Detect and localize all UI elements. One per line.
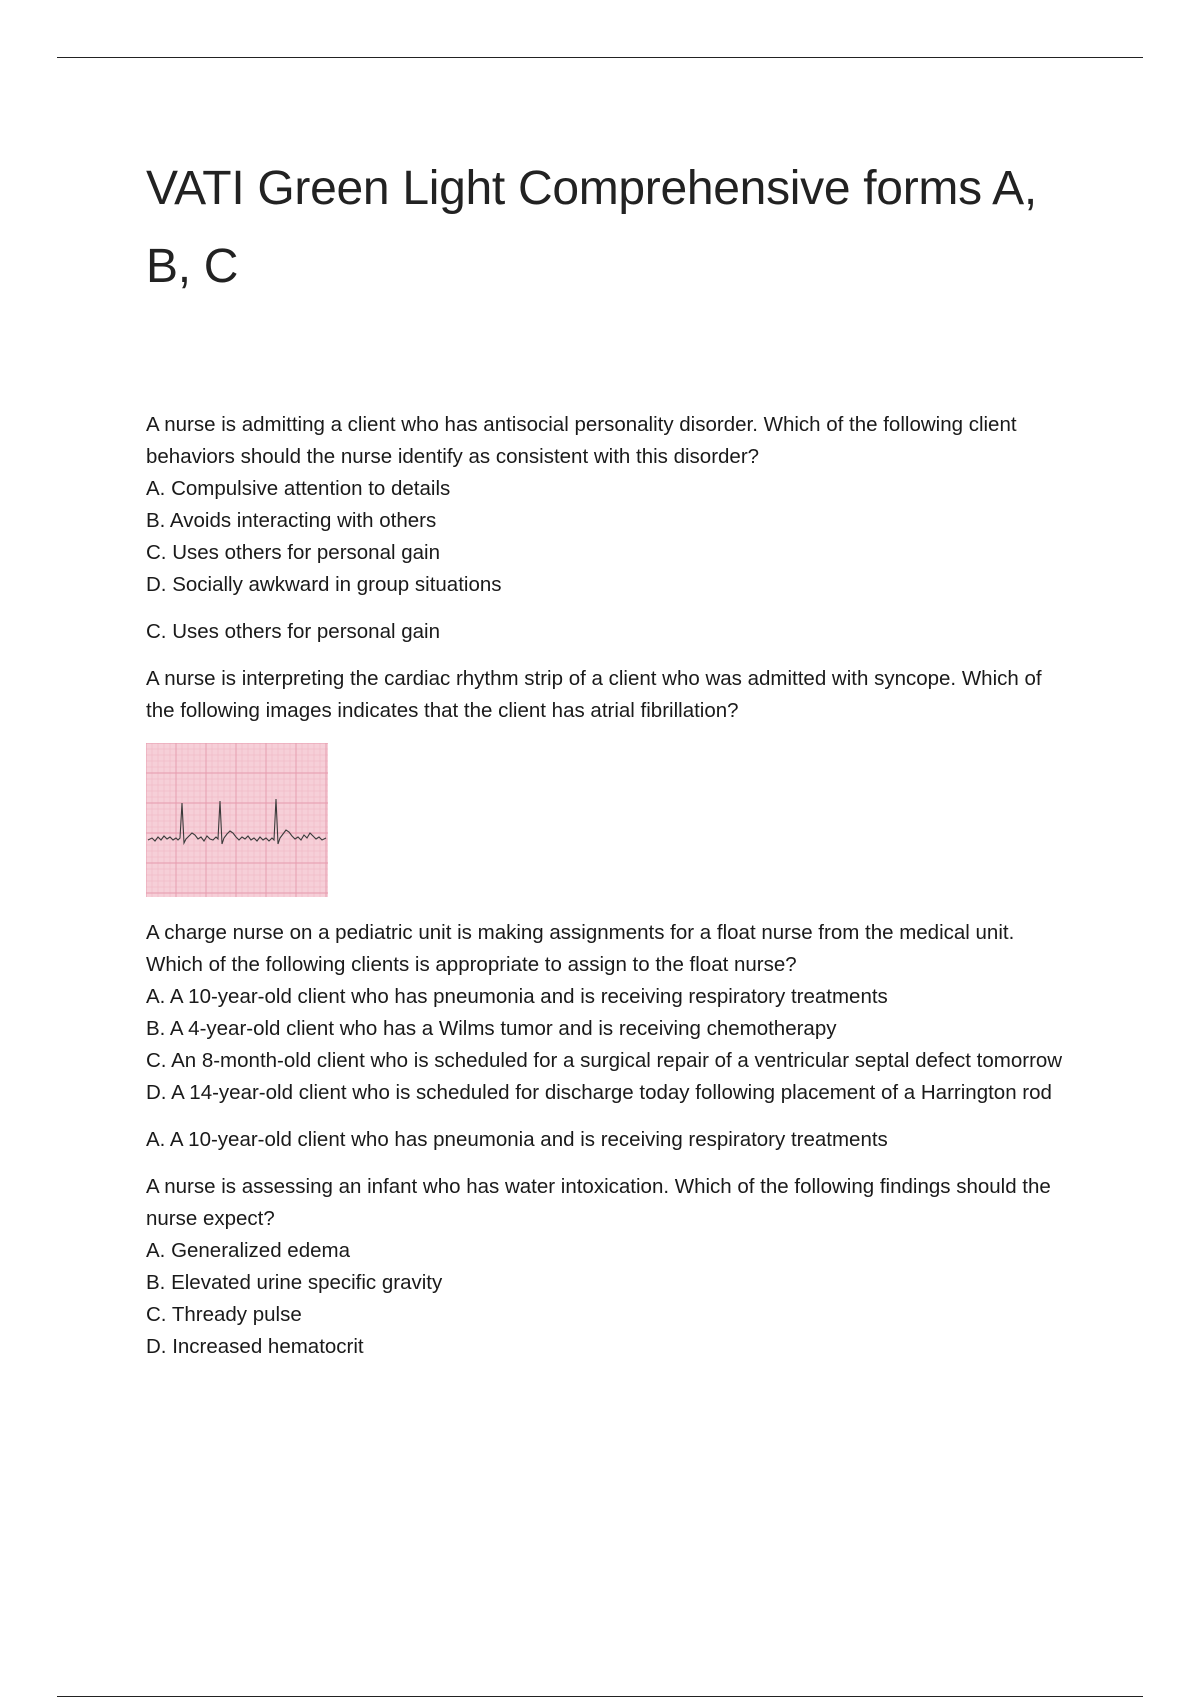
question-stem: A charge nurse on a pediatric unit is making assignments for a float nurse from the medical unit. Which of the following clients is appropriate to assign to the float nurse? — [146, 921, 1015, 976]
question-stem: A nurse is interpreting the cardiac rhythm strip of a client who was admitted with syncope. Which of the following images indicates that the client has atrial fibrillation? — [146, 667, 1042, 722]
option-d: D. A 14-year-old client who is scheduled for discharge today following placement of a Harrington rod — [146, 1081, 1052, 1104]
option-b: B. A 4-year-old client who has a Wilms tumor and is receiving chemotherapy — [146, 1017, 837, 1040]
option-c: C. An 8-month-old client who is scheduled for a surgical repair of a ventricular septal defect tomorrow — [146, 1049, 1063, 1072]
option-a: A. Generalized edema — [146, 1239, 350, 1262]
bottom-rule — [57, 1696, 1143, 1697]
question-stem: A nurse is admitting a client who has antisocial personality disorder. Which of the following client behaviors should the nurse identify as consistent with this disorder? — [146, 413, 1017, 468]
question-3 — [146, 917, 1066, 1156]
document-title: VATI Green Light Comprehensive forms A, B, C — [146, 162, 1037, 293]
option-a: A. Compulsive attention to details — [146, 477, 451, 500]
option-c: C. Thready pulse — [146, 1303, 302, 1326]
top-rule — [57, 57, 1143, 58]
question-stem: A nurse is assessing an infant who has water intoxication. Which of the following findings should the nurse expect? — [146, 1175, 1051, 1230]
option-b: B. Avoids interacting with others — [146, 509, 437, 532]
ecg-rhythm-strip-image — [146, 743, 328, 897]
answer: A. A 10-year-old client who has pneumonia and is receiving respiratory treatments — [146, 1128, 888, 1151]
document-body — [146, 150, 1066, 1363]
option-c: C. Uses others for personal gain — [146, 541, 440, 564]
option-d: D. Socially awkward in group situations — [146, 573, 502, 596]
question-1 — [146, 409, 1066, 648]
option-a: A. A 10-year-old client who has pneumonia and is receiving respiratory treatments — [146, 985, 888, 1008]
option-b: B. Elevated urine specific gravity — [146, 1271, 443, 1294]
answer: C. Uses others for personal gain — [146, 620, 440, 643]
option-d: D. Increased hematocrit — [146, 1335, 364, 1358]
question-4 — [146, 1171, 1066, 1363]
question-2 — [146, 663, 1066, 897]
